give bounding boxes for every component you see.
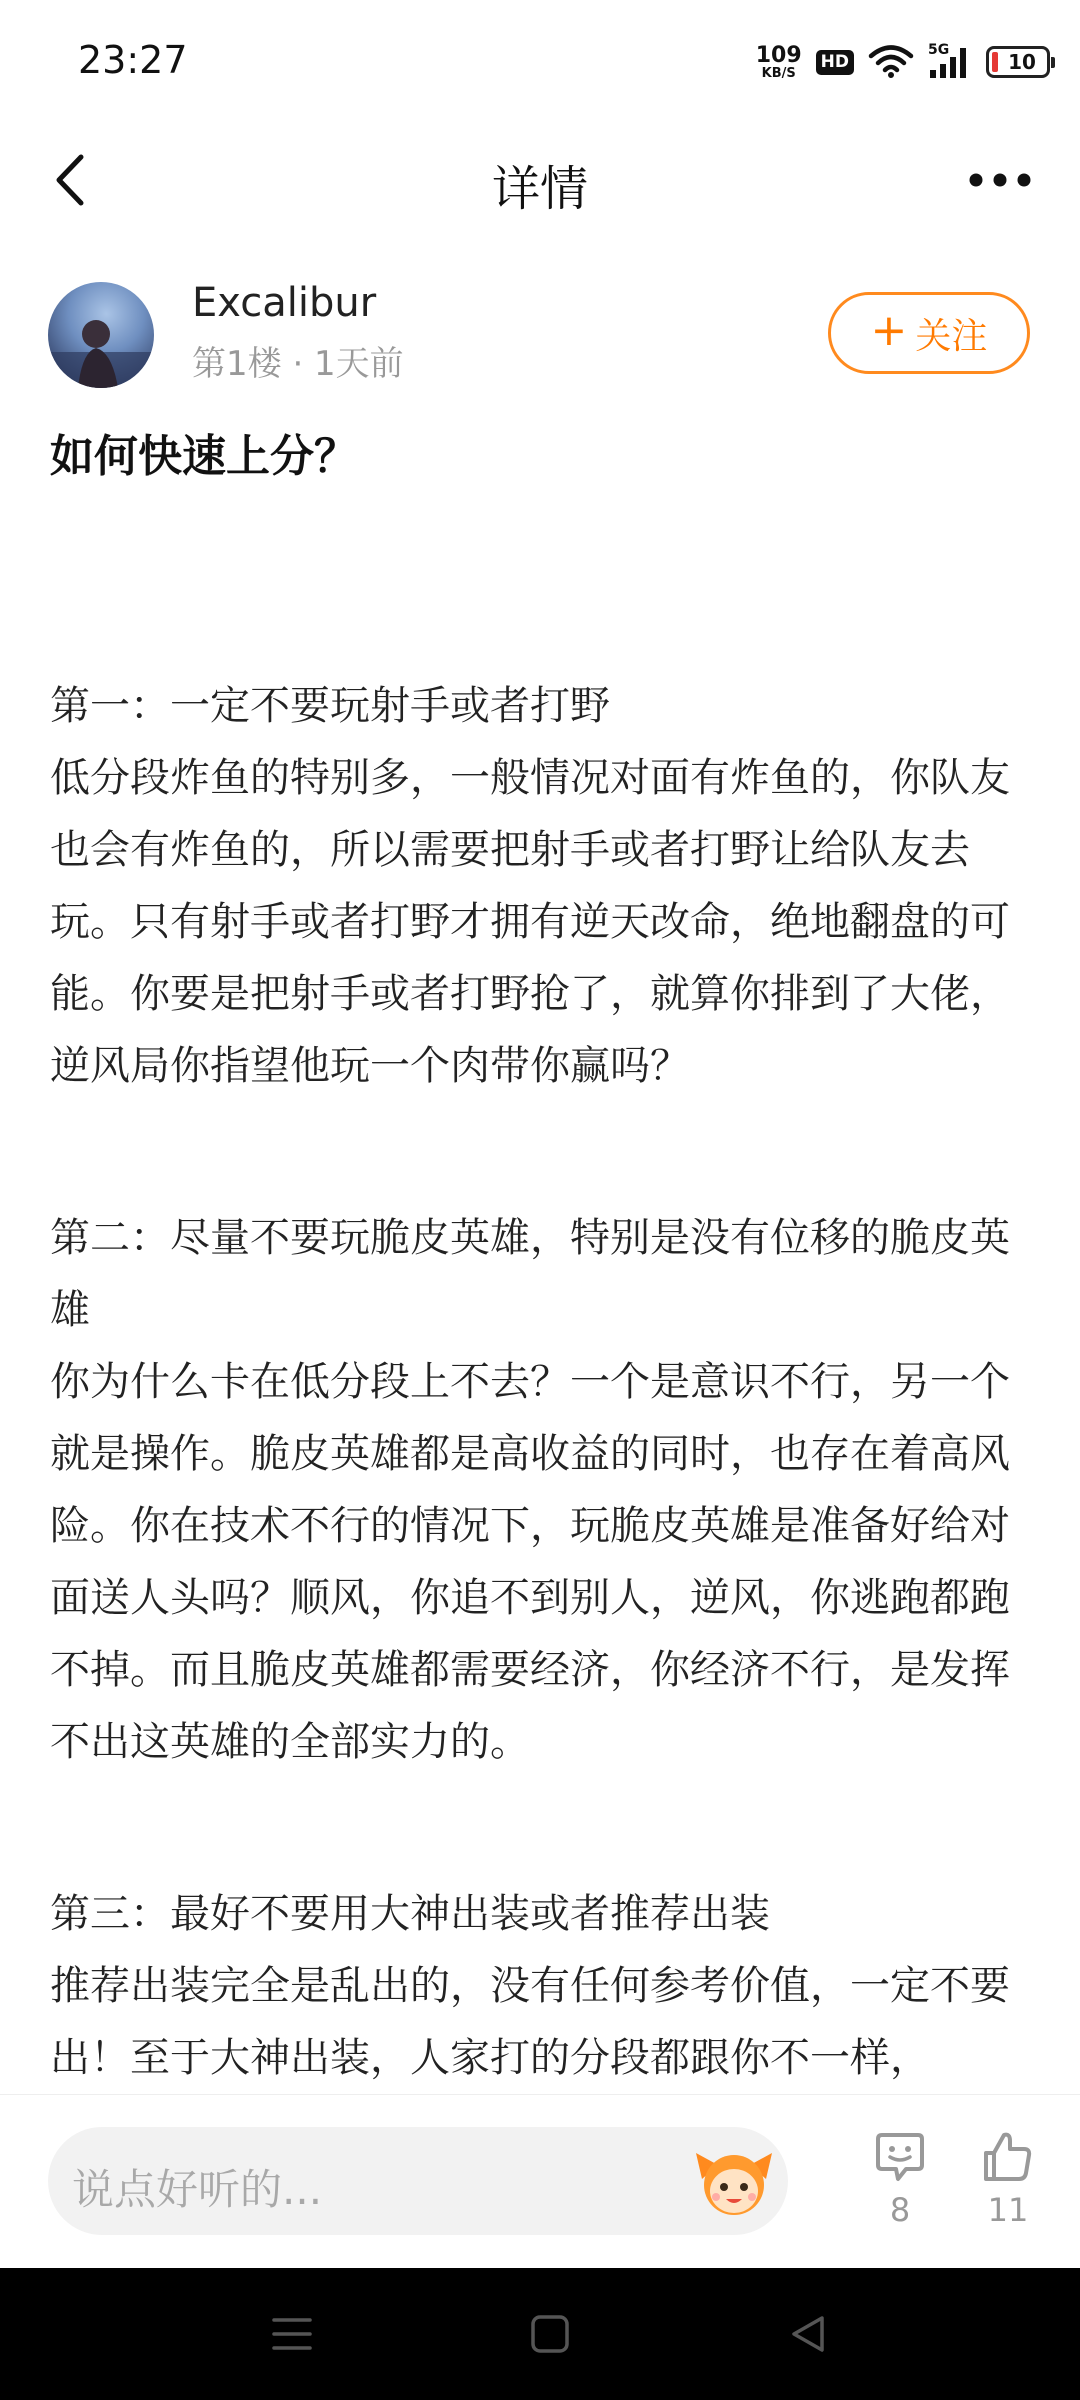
- triangle-back-icon: [788, 2314, 828, 2354]
- signal-5g-label: 5G: [928, 42, 950, 58]
- post-title: 如何快速上分？: [50, 431, 358, 482]
- author-name[interactable]: Excalibur: [192, 280, 377, 326]
- thumbs-up-icon: [980, 2129, 1036, 2185]
- comment-count: 8: [889, 2191, 911, 2229]
- more-options-button[interactable]: [960, 150, 1040, 210]
- network-speed-value: 109: [755, 42, 802, 68]
- author-row: [0, 270, 1080, 400]
- battery-icon: [986, 46, 1050, 78]
- network-speed: [755, 42, 802, 81]
- home-button[interactable]: [520, 2308, 580, 2360]
- follow-label: 关注: [915, 315, 988, 357]
- post-content: [50, 670, 1040, 2094]
- avatar-image: [48, 282, 154, 388]
- plus-icon: +: [870, 305, 908, 356]
- network-speed-unit: KB/S: [761, 65, 796, 81]
- battery-level-text: 10: [1008, 50, 1036, 74]
- menu-lines-icon: [270, 2314, 314, 2354]
- page-title: 详情: [491, 161, 588, 217]
- status-icons: [756, 42, 1050, 82]
- section-body: 你为什么卡在低分段上不去？一个是意识不行，另一个就是操作。脆皮英雄都是高收益的同时，也存在着高风险。你在技术不行的情况下，玩脆皮英雄是准备好给对面送人头吗？顺风，你追不到别人，逆风，你逃跑都跑不掉。而且脆皮英雄都需要经济，你经济不行，是发挥不出这英雄的全部实力的。: [50, 1359, 1010, 1765]
- system-navigation-bar: [0, 2268, 1080, 2400]
- status-time: 23:27: [78, 38, 188, 82]
- section-heading: 第二：尽量不要玩脆皮英雄，特别是没有位移的脆皮英雄: [50, 1215, 1010, 1333]
- follow-button[interactable]: [828, 292, 1030, 374]
- comment-placeholder: 说点好听的...: [72, 2165, 323, 2214]
- section-body: 低分段炸鱼的特别多，一般情况对面有炸鱼的，你队友也会有炸鱼的，所以需要把射手或者打野让给队友去玩。只有射手或者打野才拥有逆天改命，绝地翻盘的可能。你要是把射手或者打野抢了，就算你排到了大佬，逆风局你指望他玩一个肉带你赢吗？: [50, 755, 1010, 1089]
- like-button[interactable]: [958, 2129, 1058, 2229]
- recent-apps-button[interactable]: [262, 2308, 322, 2360]
- section-heading: 第一：一定不要玩射手或者打野: [50, 683, 610, 729]
- cellular-signal-icon: [928, 44, 972, 80]
- like-count: 11: [987, 2191, 1029, 2229]
- more-horizontal-icon: [968, 172, 1032, 188]
- section-heading: 第三：最好不要用大神出装或者推荐出装: [50, 1891, 770, 1937]
- floor-and-time: 第1楼 · 1天前: [192, 344, 404, 384]
- sticker-mascot-icon[interactable]: [692, 2139, 776, 2223]
- comment-button[interactable]: [850, 2129, 950, 2229]
- hd-icon: HD: [816, 50, 854, 75]
- status-bar: [0, 0, 1080, 120]
- avatar[interactable]: [48, 282, 154, 388]
- comment-icon: [872, 2129, 928, 2185]
- back-nav-button[interactable]: [778, 2308, 838, 2360]
- wifi-icon: [868, 45, 914, 79]
- top-app-bar: [0, 120, 1080, 240]
- home-square-icon: [530, 2314, 570, 2354]
- bottom-action-bar: [0, 2094, 1080, 2269]
- comment-input[interactable]: [48, 2127, 788, 2235]
- section-body: 推荐出装完全是乱出的，没有任何参考价值，一定不要出！至于大神出装，人家打的分段都跟你不一样，: [50, 1963, 1010, 2081]
